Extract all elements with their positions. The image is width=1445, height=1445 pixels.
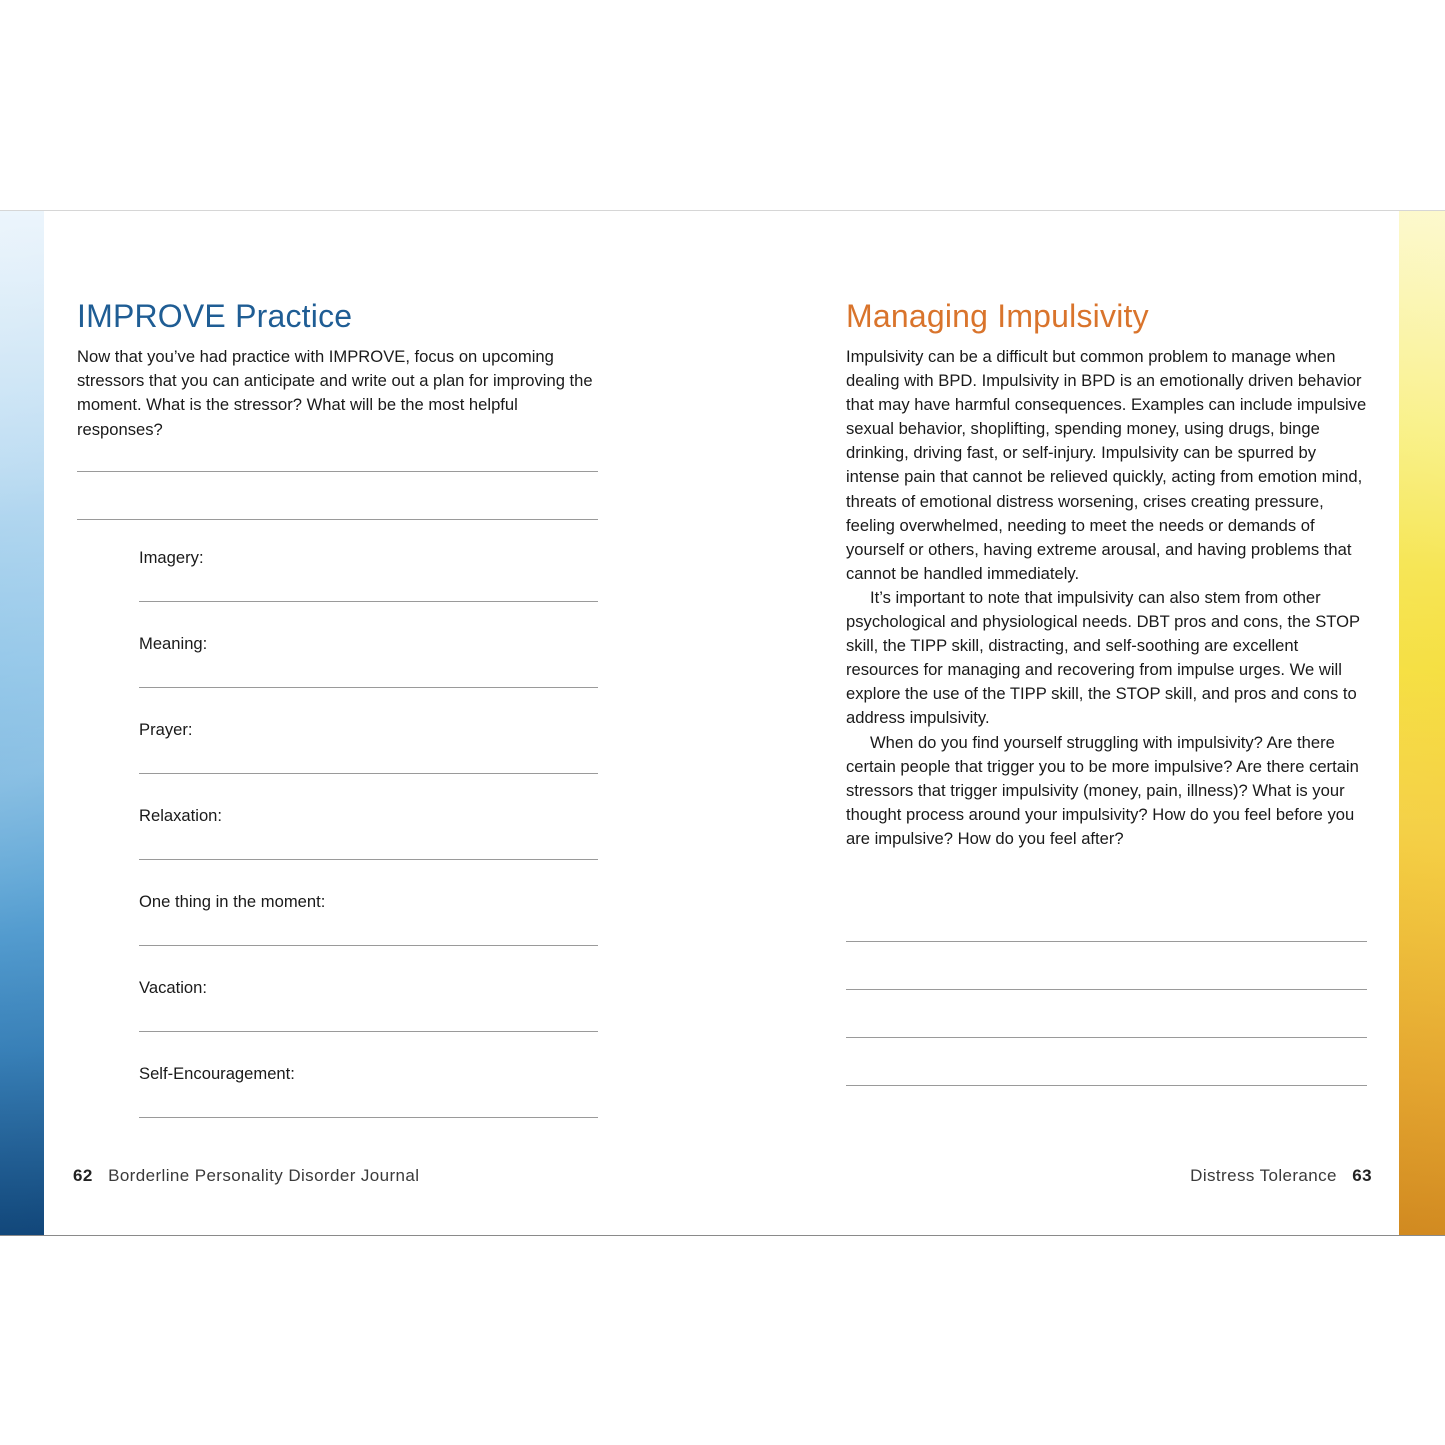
writing-line <box>77 519 598 520</box>
writing-line <box>846 941 1367 942</box>
writing-line <box>139 773 598 774</box>
left-edge-color-strip <box>0 211 44 1235</box>
right-page-title: Managing Impulsivity <box>846 298 1149 334</box>
page-number: 62 <box>73 1166 93 1185</box>
running-head: Distress Tolerance <box>1190 1166 1337 1185</box>
field-label-imagery: Imagery: <box>139 548 204 567</box>
right-edge-color-strip <box>1399 211 1445 1235</box>
field-label-meaning: Meaning: <box>139 634 208 653</box>
field-label-vacation: Vacation: <box>139 978 207 997</box>
body-paragraph: It’s important to note that impulsivity can also stem from other psychological and physiological needs. DBT pros and cons, the STOP skill, the TIPP skill, distracting, and self-soothing are excellent resources for managing and recovering from impulse urges. We will explore the use of the TIPP skill, the STOP skill, and pros and cons to address impulsivity. <box>846 587 1360 728</box>
body-paragraph: Impulsivity can be a difficult but common problem to manage when dealing with BPD. Impulsivity in BPD is an emotionally driven behavior that may have harmful consequences. Examples can include impulsive sexual behavior, shoplifting, spending money, using drugs, binge drinking, driving fast, or self-injury. Impulsivity can be spurred by intense pain that cannot be relieved quickly, acting from emotion mind, threats of emotional distress worsening, crises creating pressure, feeling overwhelmed, needing to meet the needs or demands of yourself or others, having extreme arousal, and having problems that cannot be handled immediately. <box>846 347 1367 583</box>
left-page-footer <box>73 1166 419 1186</box>
body-paragraph: When do you find yourself struggling with impulsivity? Are there certain people that trigger you to be more impulsive? Are there certain stressors that trigger impulsivity (money, pain, illness)? What is your thought process around your impulsivity? How do you feel before you are impulsive? How do you feel after? <box>846 732 1359 848</box>
field-label-self-encouragement: Self-Encouragement: <box>139 1064 295 1083</box>
page-number: 63 <box>1352 1166 1372 1185</box>
book-spread <box>0 210 1445 1236</box>
field-label-one-thing: One thing in the moment: <box>139 892 326 911</box>
writing-line <box>139 687 598 688</box>
writing-line <box>846 989 1367 990</box>
running-head: Borderline Personality Disorder Journal <box>108 1166 420 1185</box>
right-page-body <box>846 345 1371 851</box>
right-page-footer <box>1190 1166 1372 1186</box>
writing-line <box>846 1037 1367 1038</box>
writing-line <box>77 471 598 472</box>
left-page-title: IMPROVE Practice <box>77 298 353 334</box>
writing-line <box>846 1085 1367 1086</box>
writing-line <box>139 601 598 602</box>
left-page-intro: Now that you’ve had practice with IMPROVE, focus on upcoming stressors that you can anticipate and write out a plan for improving the moment. What is the stressor? What will be the most helpful responses? <box>77 347 593 439</box>
writing-line <box>139 1031 598 1032</box>
writing-line <box>139 1117 598 1118</box>
writing-line <box>139 945 598 946</box>
writing-line <box>139 859 598 860</box>
field-label-relaxation: Relaxation: <box>139 806 223 825</box>
field-label-prayer: Prayer: <box>139 720 193 739</box>
